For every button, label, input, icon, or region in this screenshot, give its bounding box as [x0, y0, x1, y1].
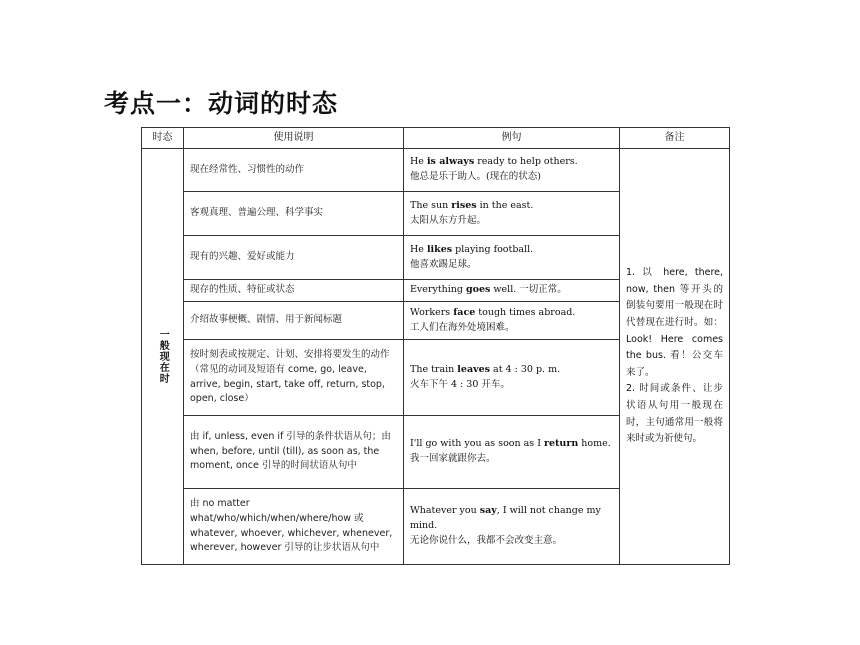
- key-verb: likes: [426, 243, 453, 255]
- example-cell: Whatever you say, I will not change my mind. 无论你说什么，我都不会改变主意。: [404, 489, 620, 565]
- example-cell: Workers face tough times abroad. 工人们在海外处境困难。: [404, 302, 620, 340]
- usage-cell: 由 no matter what/who/which/when/where/how 或 whatever, whoever, whichever, whenever, wherever, however 引导的让步状语从句中: [184, 489, 404, 565]
- example-cell: He likes playing football. 他喜欢踢足球。: [404, 236, 620, 280]
- header-note: 备注: [620, 128, 730, 149]
- tense-name: 一般现在时: [157, 329, 169, 384]
- key-verb: goes: [466, 284, 491, 296]
- usage-cell: 现有的兴趣、爱好或能力: [184, 236, 404, 280]
- example-cell: The train leaves at 4 : 30 p. m. 火车下午 4 : 30 开车。: [404, 340, 620, 416]
- header-example: 例句: [404, 128, 620, 149]
- example-cell: Everything goes well. 一切正常。: [404, 280, 620, 302]
- example-cell: He is always ready to help others. 他总是乐于助人。(现在的状态): [404, 149, 620, 192]
- header-usage: 使用说明: [184, 128, 404, 149]
- usage-cell: 由 if, unless, even if 引导的条件状语从句；由 when, before, until (till), as soon as, the moment, once 引导的时间状语从句中: [184, 416, 404, 489]
- usage-cell: 现在经常性、习惯性的动作: [184, 149, 404, 192]
- table-row: [142, 149, 730, 192]
- key-verb: is always: [426, 156, 475, 168]
- key-verb: rises: [451, 199, 477, 211]
- key-verb: face: [453, 306, 476, 318]
- usage-cell: 客观真理、普遍公理、科学事实: [184, 192, 404, 236]
- note-cell: [620, 149, 730, 565]
- usage-cell: 按时刻表或按规定、计划、安排将要发生的动作（常见的动词及短语有 come, go, leave, arrive, begin, start, take off, return, stop, open, close）: [184, 340, 404, 416]
- example-cell: The sun rises in the east. 太阳从东方升起。: [404, 192, 620, 236]
- table-header-row: [142, 128, 730, 149]
- usage-cell: 介绍故事梗概、剧情、用于新闻标题: [184, 302, 404, 340]
- header-tense: 时态: [142, 128, 184, 149]
- key-verb: return: [543, 438, 579, 450]
- tense-name-cell: [142, 149, 184, 565]
- note-line-1: 1. 以 here, there, now, then 等开头的倒装句要用一般现在时代替现在进行时。如：Look! Here comes the bus. 看！公交车来了。: [626, 267, 723, 378]
- usage-cell: 现存的性质、特征或状态: [184, 280, 404, 302]
- tense-table: [141, 127, 730, 565]
- page-title: 考点一：动词的时态: [104, 89, 339, 118]
- note-line-2: 2. 时间或条件、让步状语从句用一般现在时，主句通常用一般将来时或为祈使句。: [626, 383, 723, 445]
- key-verb: leaves: [457, 363, 491, 375]
- example-cell: I'll go with you as soon as I return home. 我一回家就跟你去。: [404, 416, 620, 489]
- key-verb: say: [479, 505, 497, 517]
